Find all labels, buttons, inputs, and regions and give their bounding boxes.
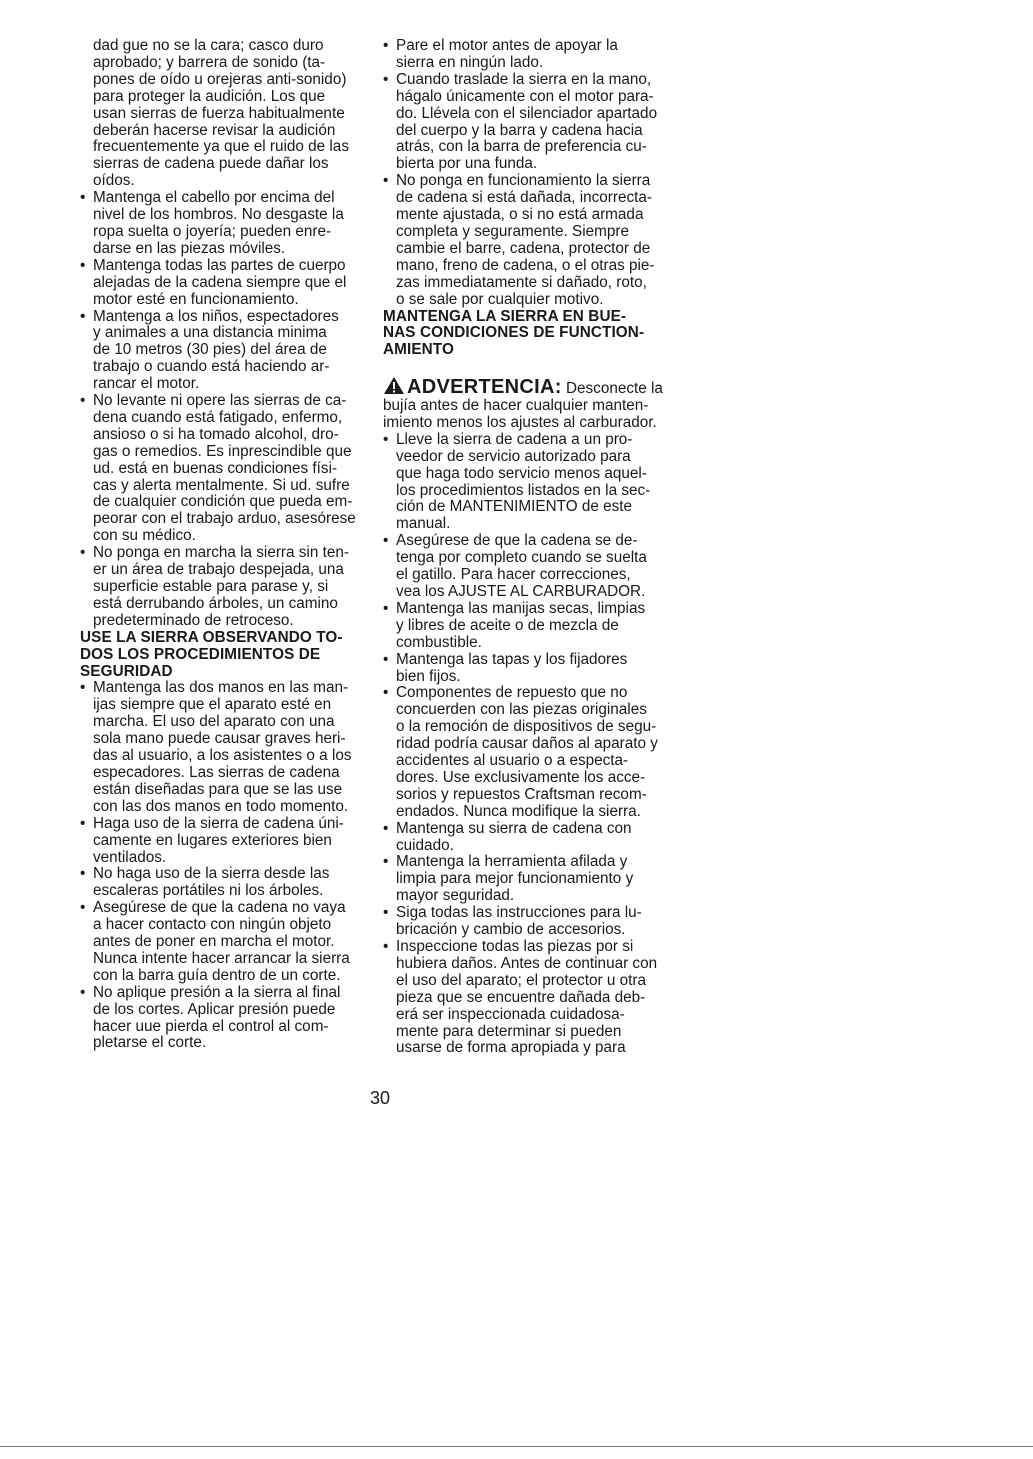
text-line: o la remoción de dispositivos de segu- — [396, 718, 657, 736]
text-line: y animales a una distancia minima — [93, 324, 327, 342]
text-line: accidentes al usuario o a especta- — [396, 752, 629, 770]
text-line: concuerden con las piezas originales — [396, 701, 647, 719]
text-line: peorar con el trabajo arduo, asesórese — [93, 510, 356, 528]
section-heading-line: SEGURIDAD — [80, 662, 173, 680]
text-line: escaleras portátiles ni los árboles. — [93, 882, 324, 900]
text-line: pones de oído u orejeras anti-sonido) — [93, 70, 347, 88]
text-line: motor esté en funcionamiento. — [93, 290, 299, 308]
text-line: manual. — [396, 515, 451, 533]
text-line: aprobado; y barrera de sonido (ta- — [93, 53, 326, 71]
text-line: zas immediatamente si dañado, roto, — [396, 273, 647, 291]
text-line: los procedimientos listados en la sec- — [396, 481, 651, 499]
text-line: imiento menos los ajustes al carburador. — [383, 413, 657, 431]
text-line: rancar el motor. — [93, 375, 200, 393]
text-line: er un área de trabajo despejada, una — [93, 561, 344, 579]
bullet-item-line: • Mantenga el cabello por encima del — [80, 190, 365, 207]
text-line: ud. está en buenas condiciones físi- — [93, 459, 338, 477]
text-line: el gatillo. Para hacer correcciones, — [396, 566, 631, 584]
text-line: de cadena si está dañada, incorrecta- — [396, 189, 652, 207]
text-line: nivel de los hombros. No desgaste la — [93, 206, 344, 224]
text-line: superficie estable para parase y, si — [93, 578, 329, 595]
text-line: mente para determinar si pueden — [396, 1022, 622, 1040]
bullet-item-line: • No levante ni opere las sierras de ca- — [80, 393, 365, 410]
text-line: especadores. Las sierras de cadena — [93, 763, 340, 781]
section-heading-line: DOS LOS PROCEDIMIENTOS DE — [80, 645, 321, 663]
text-line: ropa suelta o joyería; pueden enre- — [93, 222, 332, 240]
text-line: hágalo únicamente con el motor para- — [396, 87, 654, 105]
page-number: 30 — [369, 1088, 391, 1108]
text-line: bien fijos. — [396, 667, 461, 685]
text-line: con la barra guía dentro de un corte. — [93, 966, 341, 984]
text-line: ción de MANTENIMIENTO de este — [396, 498, 633, 516]
text-line: y libres de aceite o de mezcla de — [396, 616, 619, 634]
text-line: atrás, con la barra de preferencia cu- — [396, 138, 647, 156]
text-line: sorios y repuestos Craftsman recom- — [396, 785, 647, 803]
bullet-item-line: • Lleve la sierra de cadena a un pro- — [383, 432, 673, 449]
text-line: completa y seguramente. Siempre — [396, 222, 629, 240]
text-line: Nunca intente hacer arrancar la sierra — [93, 949, 350, 967]
text-line: tenga por completo cuando se suelta — [396, 549, 647, 567]
text-line: el uso del aparato; el protector u otra — [396, 971, 647, 989]
text-line: sierra en ningún lado. — [396, 53, 544, 71]
text-line: dad gue no se la cara; casco duro — [93, 37, 324, 54]
right-column — [383, 38, 673, 1057]
bullet-item-line: • No ponga en marcha la sierra sin ten- — [80, 545, 365, 562]
text-line: gas o remedios. Es inprescindible que — [93, 442, 352, 460]
bullet-item-line: • Haga uso de la sierra de cadena úni- — [80, 816, 365, 833]
warning-line — [383, 376, 673, 398]
bullet-item-line: • Siga todas las instrucciones para lu- — [383, 905, 673, 922]
text-line: usarse de forma apropiada y para — [396, 1039, 626, 1057]
text-line: veedor de servicio autorizado para — [396, 447, 631, 465]
text-line: predeterminado de retroceso. — [93, 611, 294, 629]
text-line: combustible. — [396, 633, 482, 651]
text-line: cambie el barre, cadena, protector de — [396, 239, 651, 257]
warning-title: ADVERTENCIA: — [407, 376, 562, 399]
text-line: bierta por una funda. — [396, 155, 538, 173]
left-column — [80, 38, 365, 1052]
bullet-item-line: • No aplique presión a la sierra al final — [80, 985, 365, 1002]
bullet-item-line: • Asegúrese de que la cadena no vaya — [80, 900, 365, 917]
text-line: o se sale por cualquier motivo. — [396, 290, 604, 308]
bullet-item-line: • Componentes de repuesto que no — [383, 685, 673, 702]
text-line: con las dos manos en todo momento. — [93, 797, 349, 815]
blank-line — [383, 359, 673, 376]
text-line: que haga todo servicio menos aquel- — [396, 464, 647, 482]
text-line: bricación y cambio de accesorios. — [396, 921, 626, 939]
text-line: hacer uue pierda el control al com- — [93, 1017, 329, 1035]
text-line: trabajo o cuando está haciendo ar- — [93, 358, 330, 376]
bullet-item-line: • Inspeccione todas las piezas por si — [383, 939, 673, 956]
text-line: mente ajustada, o si no está armada — [396, 206, 644, 224]
text-line: mano, freno de cadena, o el otras pie- — [396, 256, 655, 274]
text-line: hubiera daños. Antes de continuar con — [396, 954, 658, 972]
section-heading-line: AMIENTO — [383, 341, 454, 359]
bullet-item-line: • No ponga en funcionamiento la sierra — [383, 173, 673, 190]
text-line: vea los AJUSTE AL CARBURADOR. — [396, 582, 646, 600]
text-line: deberán hacerse revisar la audición — [93, 121, 336, 139]
text-line: endados. Nunca modifique la sierra. — [396, 802, 641, 820]
bullet-item-line: • Mantenga las manijas secas, limpias — [383, 601, 673, 618]
bullet-item-line: • Mantenga las tapas y los fijadores — [383, 652, 673, 669]
text-line: pletarse el corte. — [93, 1034, 207, 1052]
text-line: usan sierras de fuerza habitualmente — [93, 104, 345, 122]
warning-text: Desconecte la — [561, 380, 663, 398]
text-line: ridad podría causar daños al aparato y — [396, 735, 658, 753]
text-line: del cuerpo y la barra y cadena hacia — [396, 121, 643, 139]
bullet-item-line: • Mantenga su sierra de cadena con — [383, 821, 673, 838]
bullet-item-line: • Mantenga todas las partes de cuerpo — [80, 258, 365, 275]
text-line: están diseñadas para que se las use — [93, 780, 343, 798]
text-line: dena cuando está fatigado, enfermo, — [93, 408, 343, 426]
text-line: cas y alerta mentalmente. Si ud. sufre — [93, 476, 350, 494]
text-line: antes de poner en marcha el motor. — [93, 933, 335, 951]
text-line: cuidado. — [396, 836, 454, 854]
text-line: de cualquier condición que pueda em- — [93, 493, 353, 511]
bottom-rule — [0, 1446, 1033, 1447]
section-heading-line: USE LA SIERRA OBSERVANDO TO- — [80, 628, 343, 646]
text-line: mayor seguridad. — [396, 887, 515, 905]
bullet-item-line: • Cuando traslade la sierra en la mano, — [383, 72, 673, 89]
text-line: de 10 metros (30 pies) del área de — [93, 341, 327, 359]
text-line: ijas siempre que el aparato esté en — [93, 696, 332, 714]
section-heading-line: MANTENGA LA SIERRA EN BUE- — [383, 307, 627, 325]
text-line: con su médico. — [93, 527, 196, 545]
text-line: camente en lugares exteriores bien — [93, 831, 332, 849]
text-line: ansioso o si ha tomado alcohol, dro- — [93, 425, 339, 443]
text-line: marcha. El uso del aparato con una — [93, 713, 335, 731]
text-line: de los cortes. Aplicar presión puede — [93, 1000, 336, 1018]
bullet-item-line: • Mantenga la herramienta afilada y — [383, 854, 673, 871]
text-line: ventilados. — [93, 848, 167, 866]
text-line: sierras de cadena puede dañar los — [93, 155, 329, 173]
text-line: darse en las piezas móviles. — [93, 239, 286, 257]
text-line: sola mano puede causar graves heri- — [93, 730, 346, 748]
bullet-item-line: • Asegúrese de que la cadena se de- — [383, 533, 673, 550]
text-line: para proteger la audición. Los que — [93, 87, 326, 105]
bullet-item-line: • Mantenga a los niños, espectadores — [80, 309, 365, 326]
warning-triangle-icon — [383, 376, 405, 395]
bullet-item-line: • Mantenga las dos manos en las man- — [80, 680, 365, 697]
text-line: do. Llévela con el silenciador apartado — [396, 104, 658, 122]
bullet-item-line: • Pare el motor antes de apoyar la — [383, 38, 673, 55]
text-line: dores. Use exclusivamente los acce- — [396, 768, 646, 786]
text-line: alejadas de la cadena siempre que el — [93, 273, 347, 291]
text-line: oídos. — [93, 172, 135, 190]
text-line: frecuentemente ya que el ruido de las — [93, 138, 349, 156]
bullet-item-line: • No haga uso de la sierra desde las — [80, 866, 365, 883]
text-line: erá ser inspeccionada cuidadosa- — [396, 1005, 625, 1023]
text-line: pieza que se encuentre dañada deb- — [396, 988, 646, 1006]
text-line: a hacer contacto con ningún objeto — [93, 916, 332, 934]
text-line: das al usuario, a los asistentes o a los — [93, 747, 352, 765]
section-heading-line: NAS CONDICIONES DE FUNCTION- — [383, 324, 645, 342]
text-line: limpia para mejor funcionamiento y — [396, 870, 634, 888]
text-line: bujía antes de hacer cualquier manten- — [383, 397, 649, 415]
text-line: está derrubando árboles, un camino — [93, 594, 338, 612]
